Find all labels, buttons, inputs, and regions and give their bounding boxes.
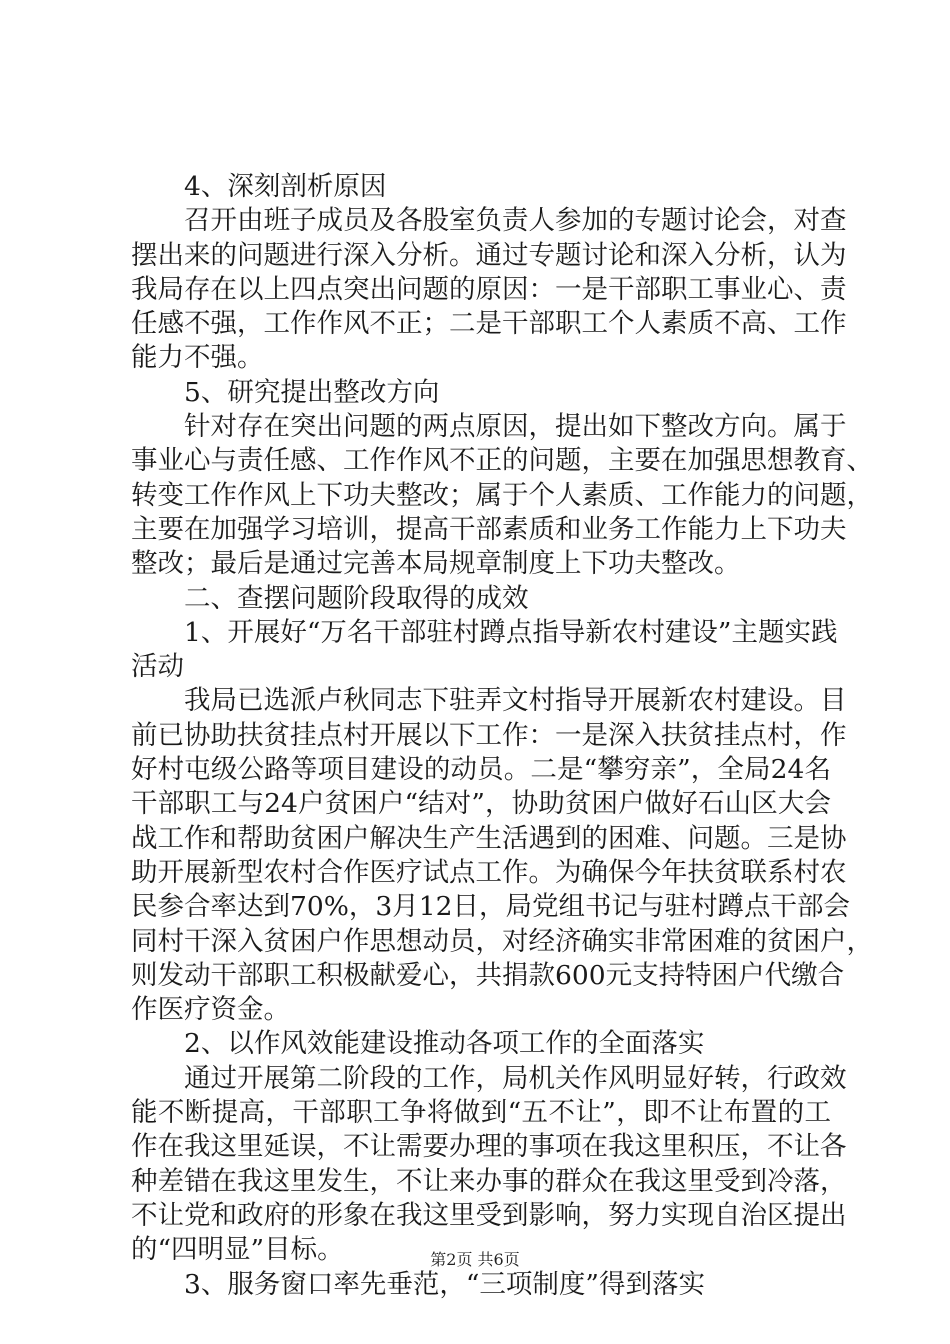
paragraph-line: 作在我这里延误，不让需要办理的事项在我这里积压，不让各 [131,1131,847,1163]
paragraph-line: 通过开展第二阶段的工作，局机关作风明显好转，行政效 [184,1062,847,1094]
paragraph-line: 能不断提高，干部职工争将做到“五不让”，即不让布置的工 [131,1097,831,1129]
paragraph-line: 针对存在突出问题的两点原因，提出如下整改方向。属于 [184,411,847,443]
section-heading: 3、服务窗口率先垂范，“三项制度”得到落实 [184,1268,705,1300]
section-heading: 4、深刻剖析原因 [184,171,387,202]
paragraph-line: 民参合率达到70%，3月12日，局党组书记与驻村蹲点干部会 [131,891,850,923]
paragraph-line: 召开由班子成员及各股室负责人参加的专题讨论会，对查 [184,205,847,237]
paragraph-line: 我局已选派卢秋同志下驻弄文村指导开展新农村建设。目 [184,685,847,717]
paragraph-line: 的“四明显”目标。 [131,1234,344,1266]
paragraph-line: 不让党和政府的形象在我这里受到影响，努力实现自治区提出 [131,1199,847,1231]
paragraph-line: 摆出来的问题进行深入分析。通过专题讨论和深入分析，认为 [131,239,847,271]
section-heading: 活动 [131,651,184,683]
paragraph-line: 任感不强，工作作风不正；二是干部职工个人素质不高、工作 [131,308,847,340]
paragraph-line: 则发动干部职工积极献爱心，共捐款600元支持特困户代缴合 [131,959,845,991]
section-heading: 5、研究提出整改方向 [184,376,440,408]
section-heading: 2、以作风效能建设推动各项工作的全面落实 [184,1028,705,1060]
paragraph-line: 我局存在以上四点突出问题的原因：一是干部职工事业心、责 [131,273,847,305]
section-heading: 二、查摆问题阶段取得的成效 [184,582,529,614]
paragraph-line: 事业心与责任感、工作作风不正的问题，主要在加强思想教育、 [131,445,873,477]
paragraph-line: 作医疗资金。 [131,994,290,1026]
document-body [131,170,873,1302]
paragraph-line: 转变工作作风上下功夫整改；属于个人素质、工作能力的问题， [131,479,873,511]
paragraph-line: 同村干深入贫困户作思想动员，对经济确实非常困难的贫困户， [131,925,873,957]
paragraph-line: 干部职工与24户贫困户“结对”，协助贫困户做好石山区大会 [131,788,831,820]
paragraph-line: 主要在加强学习培训，提高干部素质和业务工作能力上下功夫 [131,513,847,545]
paragraph-line: 能力不强。 [131,342,264,374]
paragraph-line: 整改；最后是通过完善本局规章制度上下功夫整改。 [131,548,741,580]
section-heading: 1、开展好“万名干部驻村蹲点指导新农村建设”主题实践 [184,616,838,648]
paragraph-line: 战工作和帮助贫困户解决生产生活遇到的困难、问题。三是协 [131,822,847,854]
page-number-footer: 第2页 共6页 [430,1250,520,1269]
paragraph-line: 好村屯级公路等项目建设的动员。二是“攀穷亲”，全局24名 [131,754,831,786]
paragraph-line: 种差错在我这里发生，不让来办事的群众在我这里受到冷落， [131,1165,847,1197]
paragraph-line: 前已协助扶贫挂点村开展以下工作：一是深入扶贫挂点村，作 [131,719,847,751]
paragraph-line: 助开展新型农村合作医疗试点工作。为确保今年扶贫联系村农 [131,856,847,888]
